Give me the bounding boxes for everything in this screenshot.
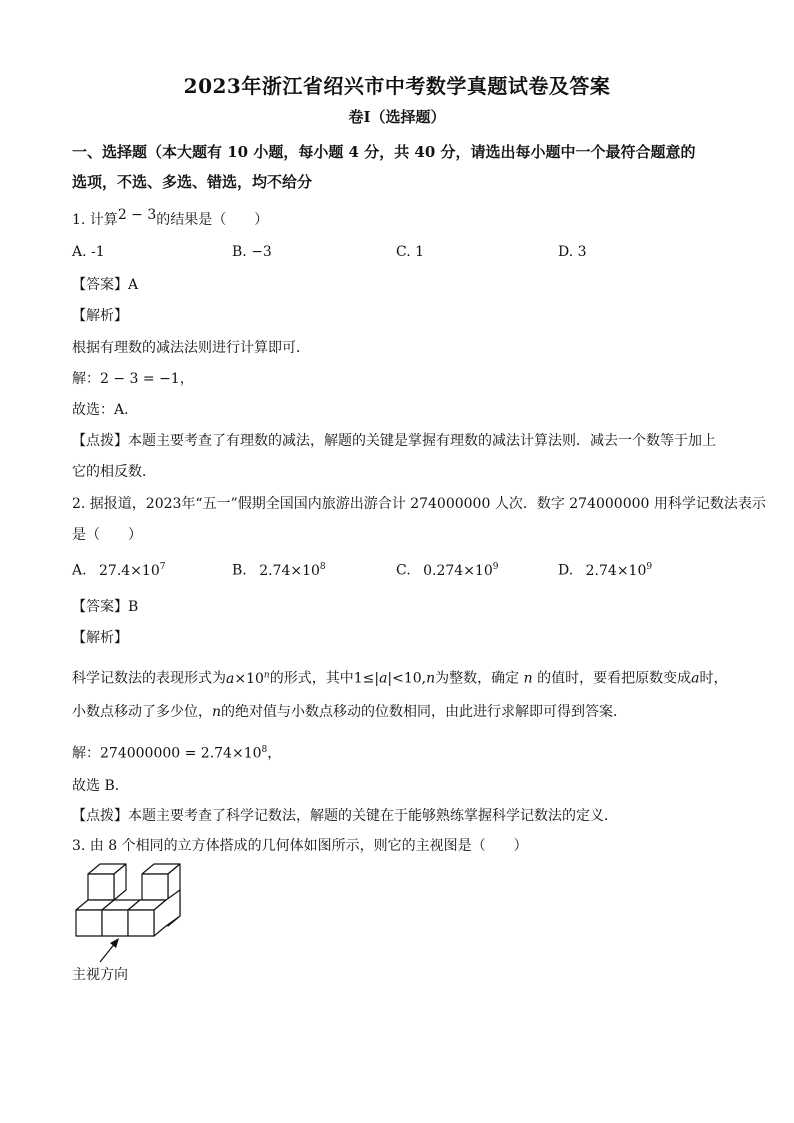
q1-comment-line2: 它的相反数． [72, 464, 156, 480]
q2-option-b-base: 2.74×10 [259, 562, 320, 579]
q2-stem-line1: 2. 据报道，2023年“五一”假期全国国内旅游出游合计 274000000 人次．数字 274000000 用科学记数法表示 [72, 496, 766, 512]
q2-choice: 故选 B． [72, 778, 129, 794]
q2-analysis-line2 [72, 702, 627, 722]
q2-option-d [558, 562, 652, 579]
q2-option-a [72, 562, 165, 579]
q1-answer: 【答案】A [72, 277, 139, 293]
q2-analysis1-d: 的值时，要看把原数变成 [537, 670, 692, 687]
q2-option-a-base: 27.4×10 [99, 562, 160, 579]
q3-figure-caption: 主视方向 [72, 967, 128, 983]
q2-analysis1-b: 的形式，其中 [269, 670, 354, 687]
page-subtitle: 卷Ⅰ（选择题） [348, 108, 446, 126]
q1-option-c: C. 1 [396, 244, 425, 260]
q1-choice: 故选：A． [72, 402, 139, 418]
q2-analysis-line1 [72, 665, 727, 689]
q2-analysis1-e: 时， [699, 670, 728, 687]
q1-option-a: A. -1 [72, 244, 105, 260]
q1-stem [72, 207, 269, 230]
q2-option-c-exp: 9 [492, 562, 499, 572]
top-left-cube [88, 864, 126, 900]
section-heading-line2: 选项，不选、多选、错选，均不给分 [72, 173, 313, 191]
q1-analysis-label: 【解析】 [72, 308, 128, 324]
q2-option-c-label: C. [396, 562, 411, 579]
q2-analysis1-c: 为整数，确定 [435, 670, 520, 687]
q2-stem-line2: 是（ ） [72, 527, 142, 543]
q1-solution: 解：2 − 3 = −1， [72, 371, 194, 387]
view-direction-arrow [100, 938, 119, 962]
q1-analysis: 根据有理数的减法法则进行计算即可． [72, 340, 310, 356]
q3-cube-figure [66, 862, 186, 966]
q2-option-b-exp: 8 [319, 562, 326, 572]
q2-var-a: a [691, 670, 700, 687]
q2-option-b [232, 562, 326, 579]
q2-answer: 【答案】B [72, 599, 139, 615]
q2-option-a-label: A. [72, 562, 87, 579]
q2-solution [72, 740, 281, 764]
q2-analysis2-b: 的绝对值与小数点移动的位数相同，由此进行求解即可得到答案． [221, 704, 628, 720]
q2-formula-a-times-10n: $a\times 10^n$ [226, 670, 270, 687]
q2-analysis2-a: 小数点移动了多少位， [72, 704, 212, 720]
q1-option-b: B. −3 [232, 244, 272, 260]
q1-stem-prefix: 1. 计算 [72, 212, 118, 228]
q2-analysis1-a: 科学记数法的表现形式为 [72, 670, 226, 687]
q2-comment: 【点拨】本题主要考查了科学记数法，解题的关键在于能够熟练掌握科学记数法的定义． [72, 808, 618, 824]
q2-var-n-2: n [212, 704, 222, 720]
q1-option-d: D. 3 [558, 244, 587, 260]
q2-solution-suffix: ， [267, 745, 282, 762]
q2-option-a-exp: 7 [159, 562, 166, 572]
q2-option-d-exp: 9 [646, 562, 653, 572]
q2-option-d-base: 2.74×10 [585, 562, 647, 579]
q2-option-b-label: B. [232, 562, 247, 579]
q2-solution-exp: 8 [261, 745, 268, 755]
q2-var-n: n [519, 670, 538, 687]
q2-option-d-label: D. [558, 562, 574, 579]
q2-option-c [396, 562, 498, 579]
q2-analysis-label: 【解析】 [72, 630, 128, 646]
q1-comment-line1: 【点拨】本题主要考查了有理数的减法，解题的关键是掌握有理数的减法计算法则．减去一个数等于加上 [72, 433, 716, 449]
q3-stem: 3. 由 8 个相同的立方体搭成的几何体如图所示，则它的主视图是（ ） [72, 838, 528, 854]
page-title: 2023年浙江省绍兴市中考数学真题试卷及答案 [183, 74, 611, 98]
q1-stem-suffix: 的结果是（ ） [156, 212, 269, 228]
q1-expression: 2 − 3 [117, 207, 157, 223]
section-heading-line1: 一、选择题（本大题有 10 小题，每小题 4 分，共 40 分，请选出每小题中一个最符合题意的 [72, 143, 696, 161]
q2-option-c-base: 0.274×10 [423, 562, 493, 579]
q2-formula-range: 1≤|a|<10,n [353, 670, 436, 687]
q2-solution-prefix: 解：274000000 = 2.74×10 [72, 745, 262, 762]
